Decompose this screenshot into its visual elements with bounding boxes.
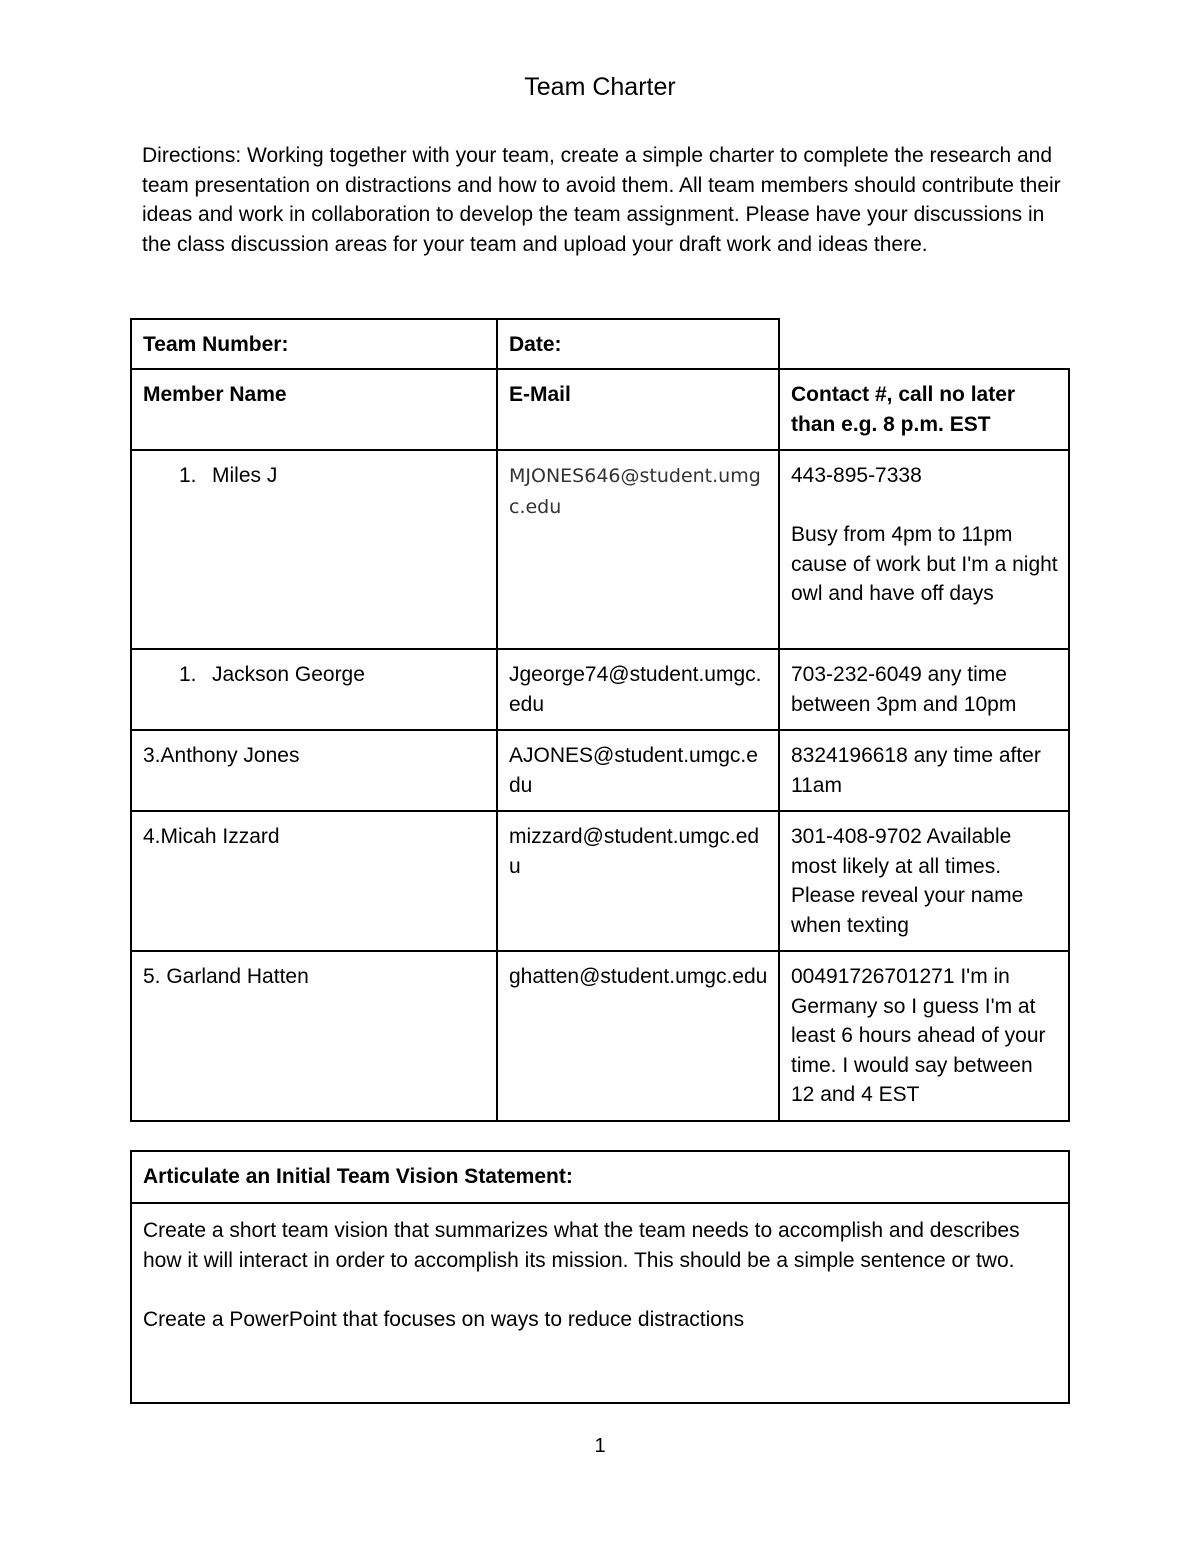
vision-header: Articulate an Initial Team Vision Statement: [143, 1165, 573, 1188]
contact-header: Contact #, call no later than e.g. 8 p.m. EST [778, 368, 1070, 451]
member-name: Jackson George [212, 663, 365, 686]
member-name-cell [130, 810, 498, 952]
vision-statement: Create a PowerPoint that focuses on ways to reduce distractions [143, 1307, 745, 1331]
vision-header-cell [130, 1150, 1070, 1204]
date-label-cell [496, 318, 780, 370]
member-email: mizzard@student.umgc.edu [509, 825, 760, 878]
member-name: 3.Anthony Jones [143, 744, 300, 767]
member-name: Miles J [212, 464, 278, 487]
member-name-cell [130, 729, 498, 812]
member-contact-number: 00491726701271 [791, 965, 955, 988]
member-availability-note: Busy from 4pm to 11pm cause of work but I'm a night owl and have off days [791, 523, 1058, 605]
list-number: 1. [179, 663, 197, 686]
list-number: 1. [179, 464, 197, 487]
page-number: 1 [594, 1435, 606, 1457]
member-contact: 8324196618 any time after 11am [791, 744, 1041, 797]
member-contact: 301-408-9702 Available most likely at all times. Please reveal your name when texting [791, 825, 1024, 937]
email-cell [496, 648, 780, 731]
contact-cell [778, 449, 1070, 650]
member-contact: 703-232-6049 any time between 3pm and 10pm [791, 663, 1017, 716]
vision-instructions: Create a short team vision that summarizes what the team needs to accomplish and describes how it will interact in order to accomplish its mission. This should be a simple sentence or two. [143, 1219, 1020, 1272]
contact-cell [778, 950, 1070, 1122]
email-cell [496, 449, 780, 650]
member-contact-note: I'm in Germany so I guess I'm at least 6 hours ahead of your time. I would say between 12 and 4 EST [791, 965, 1046, 1106]
date-label: Date: [509, 333, 562, 356]
member-name-header: Member Name [130, 368, 498, 451]
member-name: 5. Garland Hatten [143, 965, 309, 988]
team-number-label: Team Number: [143, 333, 289, 356]
member-name: 4.Micah Izzard [143, 825, 280, 848]
email-cell [496, 950, 780, 1122]
member-email: AJONES@student.umgc.edu [509, 744, 758, 797]
page-title: Team Charter [524, 73, 676, 101]
member-name-cell [130, 648, 498, 731]
email-cell [496, 810, 780, 952]
member-email: Jgeorge74@student.umgc.edu [509, 663, 762, 716]
vision-body-cell [130, 1202, 1070, 1404]
email-cell [496, 729, 780, 812]
email-header: E-Mail [496, 368, 780, 451]
contact-cell [778, 648, 1070, 731]
member-name-cell [130, 449, 498, 650]
member-phone: 443-895-7338 [791, 464, 922, 487]
contact-cell [778, 810, 1070, 952]
contact-cell [778, 729, 1070, 812]
directions-paragraph: Directions: Working together with your team, create a simple charter to complete the research and team presentation on distractions and how to avoid them. All team members should contribute their ideas and work in collaboration to develop the team assignment. Please have your discussions in the class discussion areas for your team and upload your draft work and ideas there. [142, 144, 1061, 256]
member-name-cell [130, 950, 498, 1122]
member-email: MJONES646@student.umgc.edu [509, 465, 761, 518]
team-number-label-cell [130, 318, 498, 370]
member-email: ghatten@student.umgc.edu [509, 965, 768, 988]
